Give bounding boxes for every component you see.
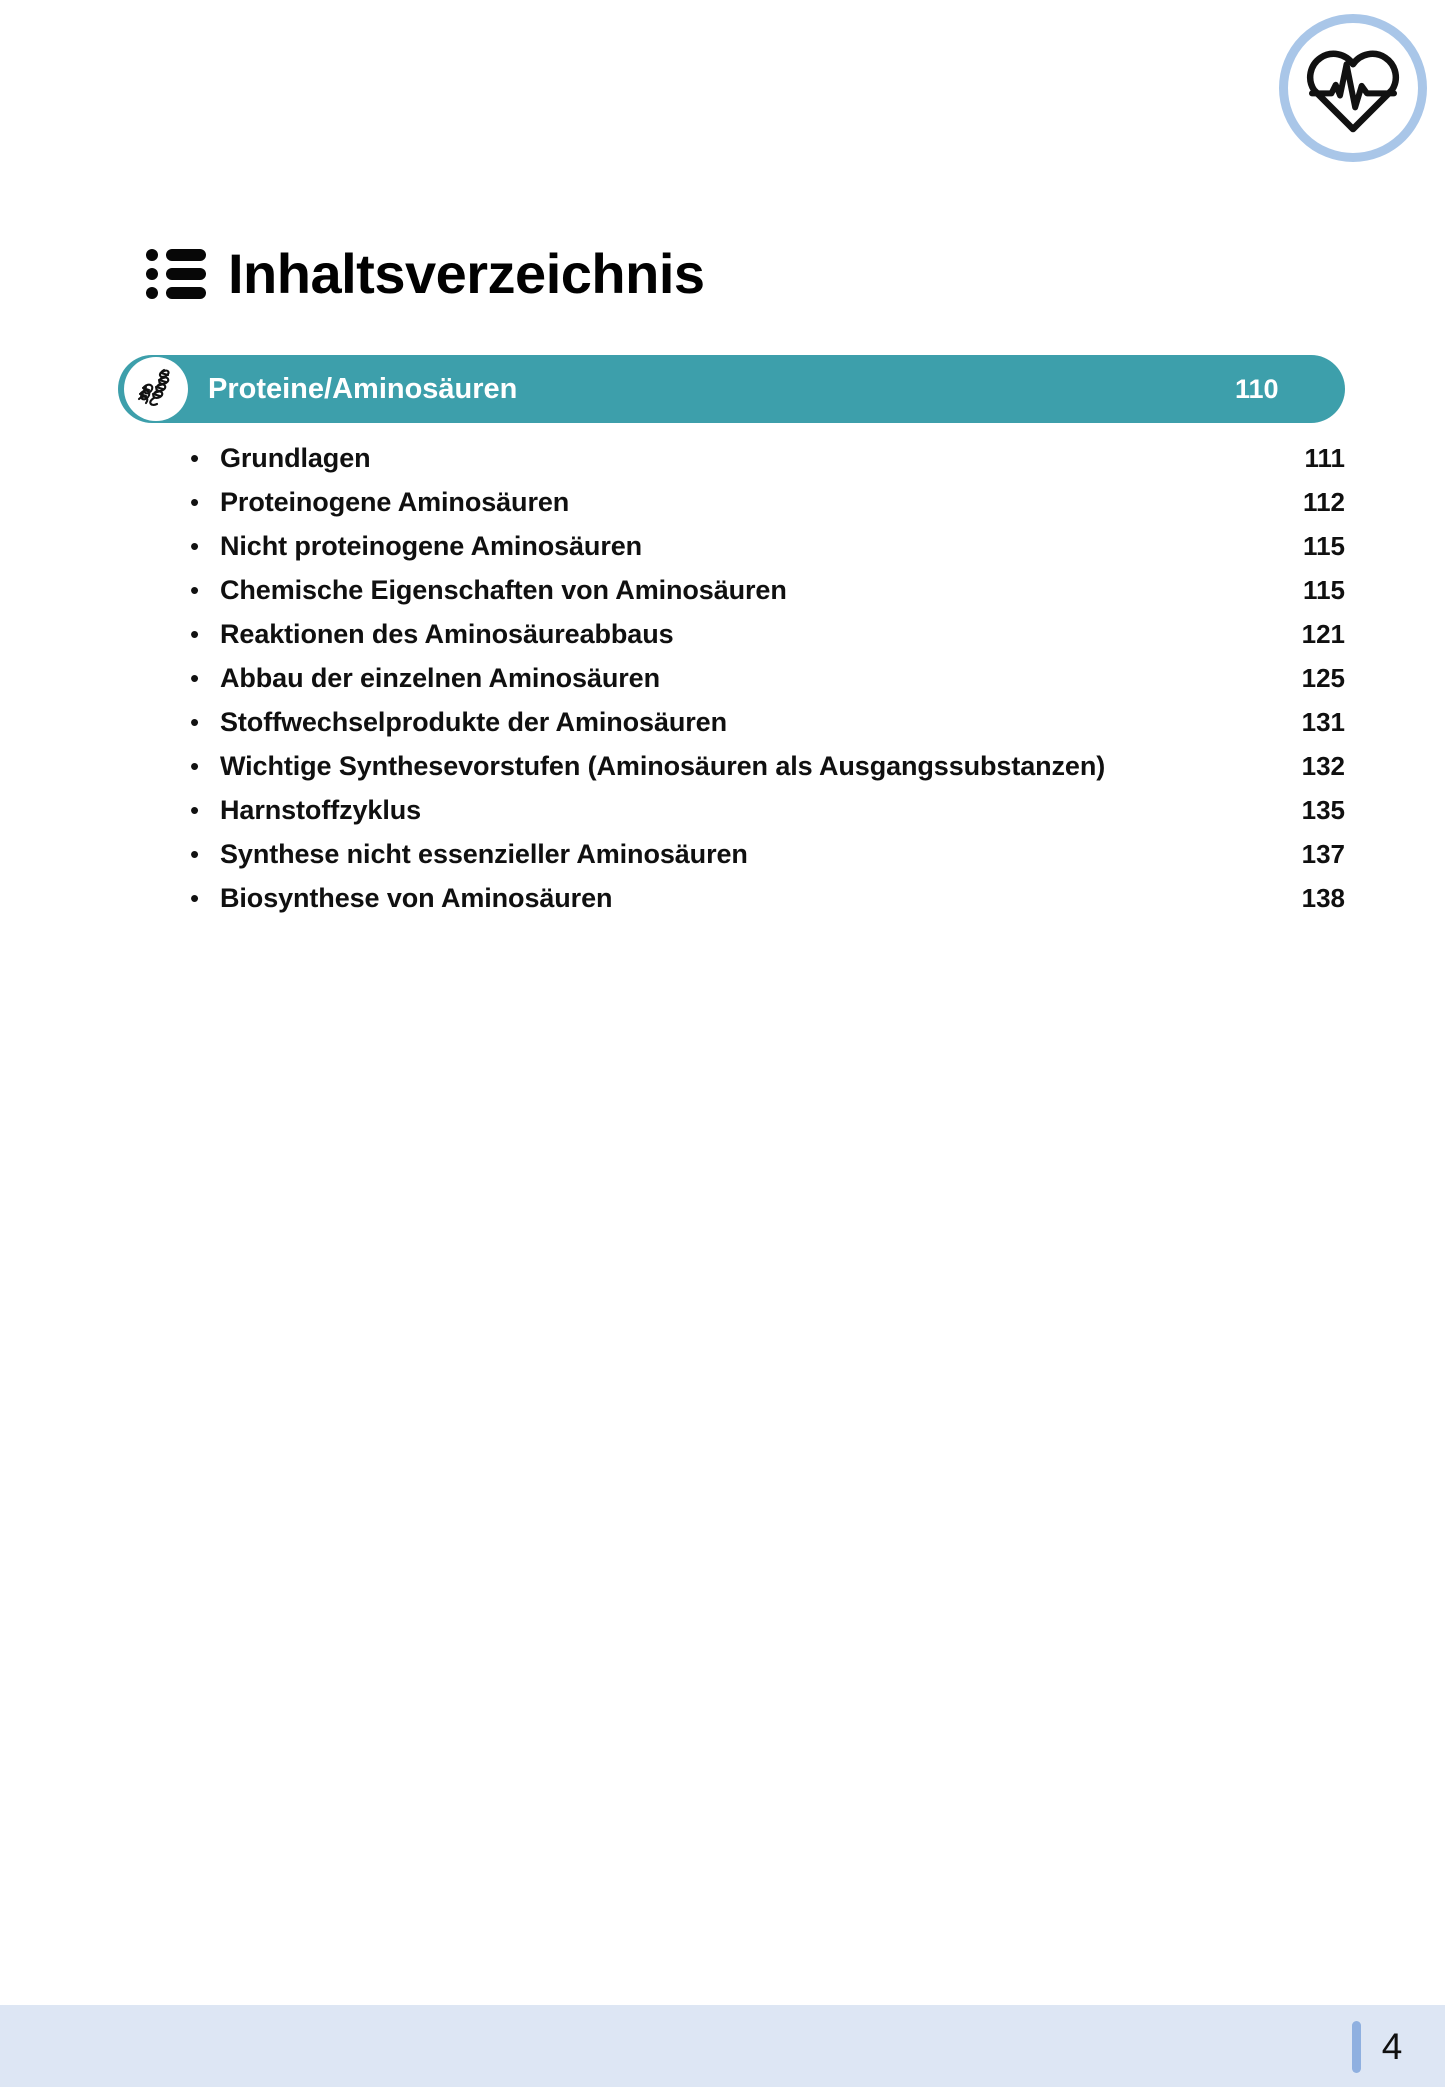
toc-item-label: Nicht proteinogene Aminosäuren [220, 531, 643, 561]
toc-item-label: Harnstoffzyklus [220, 795, 422, 825]
toc-bullet-icon: • [190, 839, 200, 869]
chapter-page-number: 110 [1235, 373, 1279, 404]
footer-page-number: 4 [1381, 2026, 1403, 2067]
page-title-row [146, 242, 705, 305]
toc-row[interactable] [190, 795, 1345, 839]
toc-item-page-number: 132 [1301, 751, 1345, 781]
toc-item-label: Reaktionen des Aminosäureabbaus [220, 619, 674, 649]
toc-row[interactable] [190, 575, 1345, 619]
toc-row[interactable] [190, 443, 1345, 487]
toc-bullet-icon: • [190, 619, 200, 649]
toc-item-page-number: 111 [1304, 443, 1345, 473]
toc-item-page-number: 137 [1301, 839, 1345, 869]
brand-logo [1279, 14, 1427, 162]
toc-bullet-icon: • [190, 531, 200, 561]
toc-row[interactable] [190, 531, 1345, 575]
toc-item-page-number: 115 [1303, 575, 1345, 605]
toc-item-page-number: 112 [1303, 487, 1345, 517]
toc-row[interactable] [190, 707, 1345, 751]
toc-bullet-icon: • [190, 795, 200, 825]
toc-item-page-number: 121 [1301, 619, 1345, 649]
footer-divider-rule [1352, 2021, 1361, 2073]
toc-item-page-number: 138 [1301, 883, 1345, 913]
toc-item-label: Wichtige Synthesevorstufen (Aminosäuren als Ausgangssubstanzen) [220, 751, 1106, 781]
toc-row[interactable] [190, 487, 1345, 531]
toc-row[interactable] [190, 883, 1345, 927]
chapter-title: Proteine/Aminosäuren [208, 372, 518, 405]
toc-bullet-icon: • [190, 883, 200, 913]
toc-item-label: Biosynthese von Aminosäuren [220, 883, 613, 913]
toc-row[interactable] [190, 839, 1345, 883]
toc-list [190, 443, 1345, 927]
toc-item-page-number: 135 [1301, 795, 1345, 825]
list-bullets-icon [146, 248, 206, 300]
toc-item-label: Chemische Eigenschaften von Aminosäuren [220, 575, 787, 605]
dna-protein-helix-icon [130, 363, 182, 415]
toc-bullet-icon: • [190, 751, 200, 781]
toc-item-page-number: 115 [1303, 531, 1345, 561]
toc-bullet-icon: • [190, 707, 200, 737]
heart-pulse-icon [1299, 34, 1407, 142]
toc-item-page-number: 125 [1301, 663, 1345, 693]
toc-item-label: Proteinogene Aminosäuren [220, 487, 570, 517]
toc-bullet-icon: • [190, 663, 200, 693]
toc-item-page-number: 131 [1301, 707, 1345, 737]
toc-item-label: Grundlagen [220, 443, 371, 473]
page-title: Inhaltsverzeichnis [228, 242, 705, 305]
toc-bullet-icon: • [190, 443, 200, 473]
toc-bullet-icon: • [190, 575, 200, 605]
toc-item-label: Abbau der einzelnen Aminosäuren [220, 663, 660, 693]
toc-item-label: Stoffwechselprodukte der Aminosäuren [220, 707, 727, 737]
toc-row[interactable] [190, 751, 1345, 795]
chapter-header-bar[interactable] [118, 355, 1345, 423]
toc-row[interactable] [190, 663, 1345, 707]
page-footer [0, 2005, 1445, 2087]
chapter-icon-badge [124, 357, 188, 421]
toc-row[interactable] [190, 619, 1345, 663]
toc-item-label: Synthese nicht essenzieller Aminosäuren [220, 839, 748, 869]
toc-bullet-icon: • [190, 487, 200, 517]
